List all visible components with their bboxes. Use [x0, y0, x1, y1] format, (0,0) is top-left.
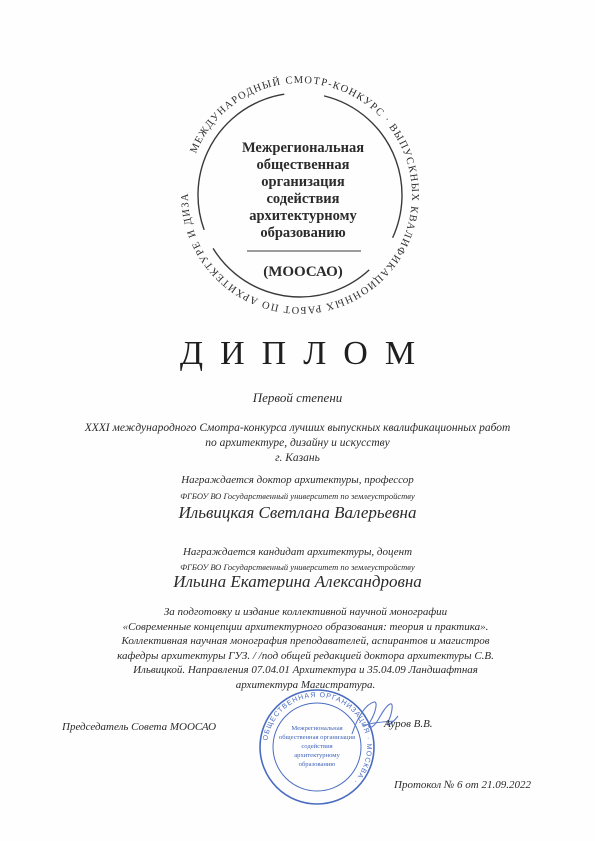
- award-1-recipient-name: Ильвицкая Светлана Валерьевна: [178, 503, 417, 522]
- award-2-recipient-name: Ильина Екатерина Александровна: [173, 572, 422, 591]
- motive-line-3: Коллективная научная монография преподавателей, аспирантов и магистров: [121, 635, 490, 647]
- stamp-line-5: образованию: [298, 761, 336, 768]
- diploma-title: ДИПЛОМ: [179, 335, 433, 372]
- emblem-line-5: архитектурному: [249, 208, 357, 224]
- emblem-abbreviation: (МООСАО): [263, 264, 343, 280]
- award-1-organization: ФГБОУ ВО Государственный университет по землеустройству: [180, 491, 415, 501]
- award-motive: [60, 605, 551, 692]
- emblem-line-6: образованию: [260, 225, 346, 241]
- award-2-title: Награждается кандидат архитектуры, доцент: [182, 546, 413, 558]
- stamp-ring-text: ОБЩЕСТВЕННАЯ ОРГАНИЗАЦИЯ · МОСКВА ·: [262, 691, 373, 786]
- stamp-line-2: общественная организация: [278, 734, 356, 741]
- organization-emblem: [175, 70, 425, 320]
- diploma-degree: Первой степени: [252, 390, 343, 405]
- motive-line-1: За подготовку и издание коллективной научной монографии: [163, 606, 448, 618]
- stamp-line-4: архитектурному: [294, 752, 340, 759]
- contest-city: г. Казань: [275, 452, 320, 464]
- emblem-line-2: общественная: [256, 157, 350, 173]
- emblem-line-4: содействия: [266, 191, 340, 207]
- chairman-label: Председатель Совета МООСАО: [62, 721, 217, 733]
- award-2-organization: ФГБОУ ВО Государственный университет по землеустройству: [180, 562, 415, 572]
- award-1-title: Награждается доктор архитектуры, профессор: [181, 474, 414, 486]
- motive-line-5: Ильвицкой. Направления 07.04.01 Архитектура и 35.04.09 Ландшафтная: [133, 664, 478, 676]
- contest-line-1: XXXI международного Смотра-конкурса лучших выпускных квалификационных работ: [84, 422, 511, 434]
- contest-line-2: по архитектуре, дизайну и искусству: [205, 437, 390, 449]
- motive-line-2: «Современные концепции архитектурного образования: теория и практика».: [122, 620, 489, 633]
- contest-description: [0, 421, 595, 466]
- motive-line-4: кафедры архитектуры ГУЗ. / /под общей редакцией доктора архитектуры С.В.: [117, 649, 494, 662]
- motive-line-6: архитектура Магистратура.: [235, 678, 376, 691]
- emblem-line-1: Межрегиональная: [241, 140, 365, 156]
- emblem-graphic: [175, 70, 425, 320]
- emblem-line-3: организация: [261, 174, 345, 190]
- stamp-line-3: содействия: [301, 743, 333, 750]
- chairman-name: Ауров В.В.: [384, 718, 433, 730]
- emblem-ring-text: МЕЖДУНАРОДНЫЙ СМОТР-КОНКУРС · ВЫПУСКНЫХ КВАЛИФИКАЦИОННЫХ РАБОТ ПО АРХИТЕКТУРЕ И ДИЗА: [179, 74, 421, 316]
- stamp-line-1: Межрегиональная: [291, 725, 343, 732]
- protocol-reference: Протокол № 6 от 21.09.2022: [394, 779, 531, 791]
